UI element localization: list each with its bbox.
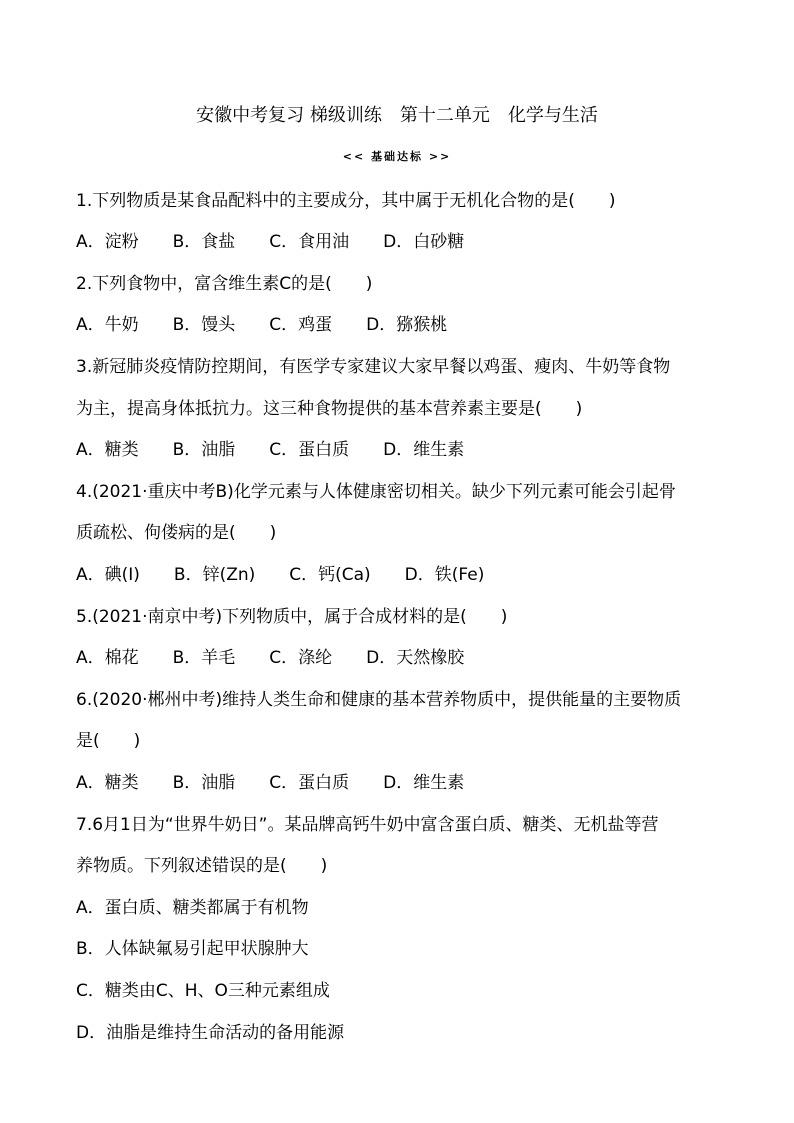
worksheet-title: 安徽中考复习 梯级训练 第十二单元 化学与生活 bbox=[196, 105, 598, 126]
question-5-stem: 5.(2021·南京中考)下列物质中，属于合成材料的是( ) bbox=[76, 607, 508, 627]
question-4-stem-line-2: 质疏松、佝偻病的是( ) bbox=[76, 523, 277, 543]
question-6-stem-line-2: 是( ) bbox=[76, 731, 141, 751]
question-1-stem: 1.下列物质是某食品配料中的主要成分，其中属于无机化合物的是( ) bbox=[76, 191, 616, 211]
question-2-options: A．牛奶 B．馒头 C．鸡蛋 D．猕猴桃 bbox=[76, 315, 448, 335]
question-6-options: A．糖类 B．油脂 C．蛋白质 D．维生素 bbox=[76, 773, 465, 793]
question-7-option-b: B．人体缺氟易引起甲状腺肿大 bbox=[76, 939, 309, 959]
question-7-option-a: A．蛋白质、糖类都属于有机物 bbox=[76, 898, 309, 918]
question-7-option-d: D．油脂是维持生命活动的备用能源 bbox=[76, 1023, 345, 1043]
question-7-stem-line-2: 养物质。下列叙述错误的是( ) bbox=[76, 856, 328, 876]
question-2-stem: 2.下列食物中，富含维生素C的是( ) bbox=[76, 274, 373, 294]
question-3-options: A．糖类 B．油脂 C．蛋白质 D．维生素 bbox=[76, 440, 465, 460]
question-7-stem-line-1: 7.6月1日为“世界牛奶日”。某品牌高钙牛奶中富含蛋白质、糖类、无机盐等营 bbox=[76, 815, 659, 835]
question-4-stem-line-1: 4.(2021·重庆中考B)化学元素与人体健康密切相关。缺少下列元素可能会引起骨 bbox=[76, 482, 676, 502]
section-heading: << 基础达标 >> bbox=[342, 150, 452, 163]
question-5-options: A．棉花 B．羊毛 C．涤纶 D．天然橡胶 bbox=[76, 648, 465, 668]
question-7-option-c: C．糖类由C、H、O三种元素组成 bbox=[76, 981, 330, 1001]
question-6-stem-line-1: 6.(2020·郴州中考)维持人类生命和健康的基本营养物质中，提供能量的主要物质 bbox=[76, 690, 682, 710]
question-3-stem-line-1: 3.新冠肺炎疫情防控期间，有医学专家建议大家早餐以鸡蛋、瘦肉、牛奶等食物 bbox=[76, 357, 671, 377]
question-3-stem-line-2: 为主，提高身体抵抗力。这三种食物提供的基本营养素主要是( ) bbox=[76, 399, 583, 419]
question-1-options: A．淀粉 B．食盐 C．食用油 D．白砂糖 bbox=[76, 232, 465, 252]
question-4-options: A．碘(I) B．锌(Zn) C．钙(Ca) D．铁(Fe) bbox=[76, 565, 485, 585]
